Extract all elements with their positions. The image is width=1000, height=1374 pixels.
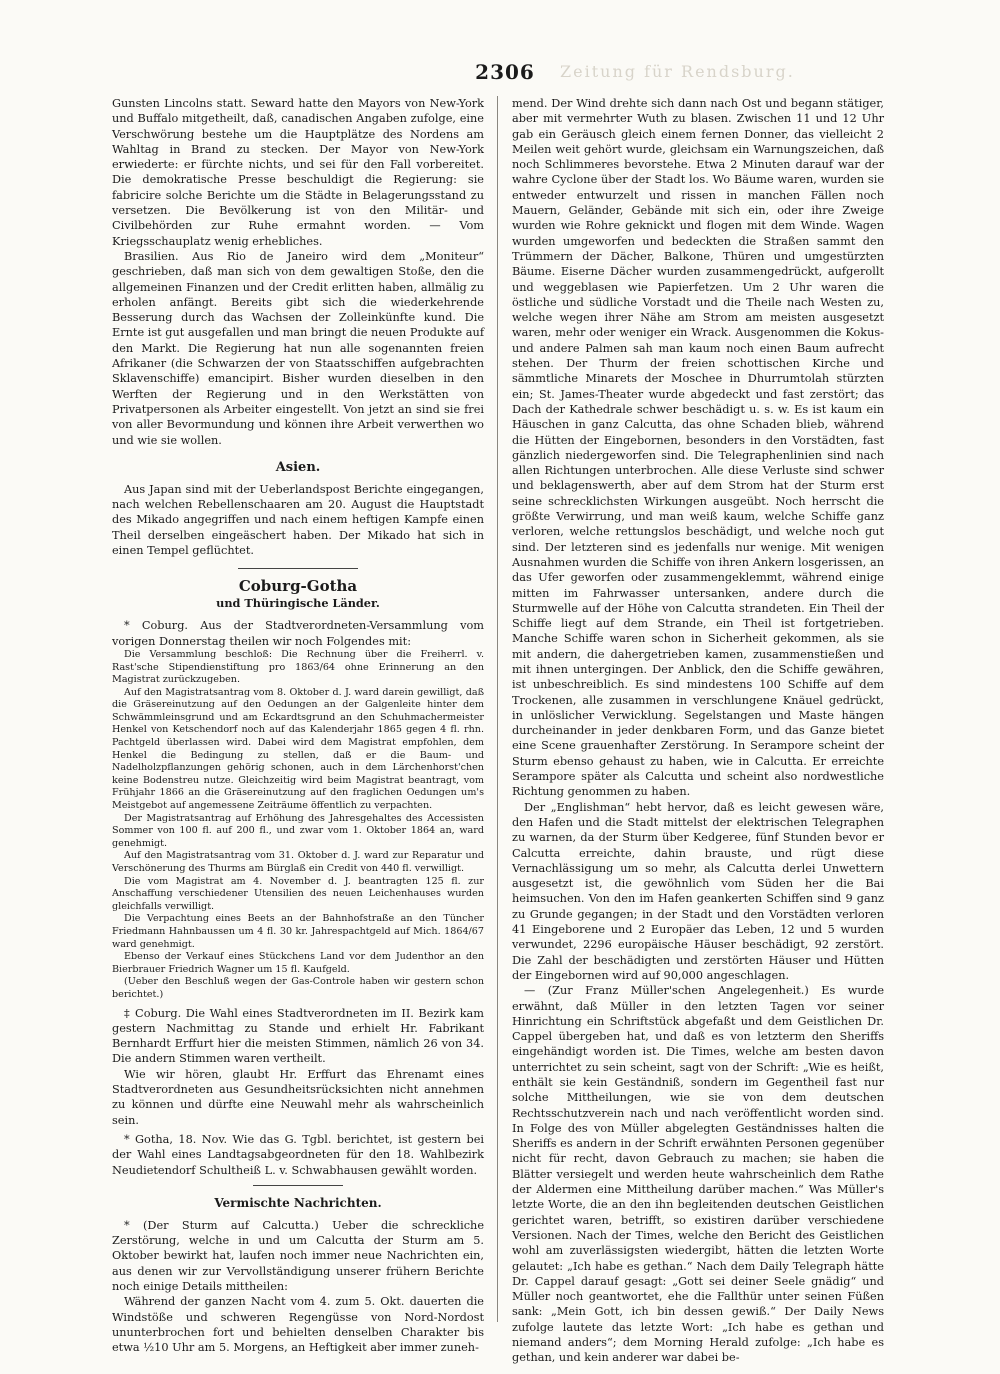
section-divider [238, 568, 358, 569]
resolution-item: Der Magistratsantrag auf Erhöhung des Jahresgehaltes des Accessisten Sommer von 100 fl. auf 200 fl., und zwar vom 1. Oktober 1864 an, ward genehmigt. [112, 812, 484, 849]
article-englishman: Der „Englishman“ hebt hervor, daß es leicht gewesen wäre, den Hafen und die Stadt mittelst der elektrischen Telegraphen zu warnen, da der Sturm über Kedgeree, fünf Stunden bevor er Calcutta erreichte, dahin brauste, und rügt diese Vernachlässigung um so mehr, als Calcutta derlei Unwettern ausgesetzt ist, die gewöhnlich vom Süden her die Bai heimsuchen. Von den im Hafen geankerten Schiffen sind 9 ganz zu Grunde gegangen; in der Stadt und den Vorstädten verloren 41 Eingeborene und 2 Europäer das Leben, 12 und 5 wurden verwundet, 2296 europäische Häuser beschädigt, 92 zerstört. Die Zahl der beschädigten und zerstörten Häuser und Hütten der Eingebornen wird auf 90,000 angeschlagen. [512, 800, 884, 982]
article-usa-continued: Gunsten Lincolns statt. Seward hatte den Mayors von New-York und Buffalo mitgetheilt, daß, canadischen Angaben zufolge, eine Verschwörung bestehe um die Hauptplätze des Nordens am Wahltag in Brand zu stecken. Der Mayor von New-York erwiederte: er fürchte nichts, und sei für den Fall vorbereitet. Die demokratische Presse beschuldigt die Regierung: sie fabricire solche Berichte um die Städte in Belagerungsstand zu versetzen. Die Bevölkerung ist von den Militär- und Civilbehörden zur Ruhe ermahnt worden. — Vom Kriegsschauplatz wenig erhebliches. [112, 97, 484, 248]
column-divider [497, 96, 498, 1322]
resolution-note: (Ueber den Beschluß wegen der Gas-Controle haben wir gestern schon berichtet.) [112, 976, 484, 1000]
resolution-item: Auf den Magistratsantrag vom 31. Oktober d. J. ward zur Reparatur und Verschönerung des Thurms am Bürglaß ein Credit von 440 fl. verwilligt. [112, 850, 484, 874]
section-heading-coburg-gotha: Coburg-Gotha [238, 577, 358, 596]
resolution-item: Die vom Magistrat am 4. November d. J. beantragten 125 fl. zur Anschaffung verschiedener Utensilien des neuen Leichenhauses wurden gleichfalls verwilligt. [112, 875, 484, 912]
resolution-item: Die Verpachtung eines Beets an der Bahnhofstraße an den Tüncher Friedmann Hahnbaussen um 4 fl. 30 kr. Jahrespachtgeld auf Mich. 1864/67 ward genehmigt. [112, 913, 484, 950]
article-brasilien: Brasilien. Aus Rio de Janeiro wird dem „Moniteur“ geschrieben, daß man sich von dem gewaltigen Stoße, den die allgemeinen Finanzen und der Credit erlitten haben, allmälig zu erholen anfängt. Bereits gibt sich die wiederkehrende Besserung durch das Wachsen der Zolleinkünfte kund. Die Ernte ist gut ausgefallen und man bringt die neuen Produkte auf den Markt. Die Regierung hat nun alle sogenannten freien Afrikaner (die Schwarzen der von Staatsschiffen aufgebrachten Sklavenschiffe) emancipirt. Bisher wurden dieselben in den Werften der Regierung und in den Werkstätten von Privatpersonen als Arbeiter eingestellt. Von jetzt an sind sie frei von aller Bevormundung und können ihre Arbeit verwerthen wo und wie sie wollen. [112, 249, 484, 447]
article-coburg-wahl: ‡ Coburg. Die Wahl eines Stadtverordneten im II. Bezirk kam gestern Nachmittag zu Stande und erhielt Hr. Fabrikant Bernhardt Erffurt hier die meisten Stimmen, nämlich 26 von 34. Die andern Stimmen waren vertheilt. [112, 1006, 484, 1066]
article-sturm-calcutta-continued: mend. Der Wind drehte sich dann nach Ost und begann stätiger, aber mit vermehrter Wuth zu blasen. Zwischen 11 und 12 Uhr gab ein Geräusch gleich einem fernen Donner, das vielleicht 2 Meilen weit gehört wurde, gleichsam ein Warnungszeichen, daß noch Schlimmeres bevorstehe. Etwa 2 Minuten darauf war der wahre Cyclone über der Stadt los. Wo Bäume waren, wurden sie entweder entwurzelt und rissen in manchen Fällen noch Mauern, Geländer, Gebände mit sich ein, oder ihre Zweige wurden wie Rohre geknickt und flogen mit dem Winde. Wagen wurden umgeworfen und bedeckten die Straßen sammt den Trümmern der Dächer, Balkone, Thüren und umgestürzten Bäume. Eiserne Dächer wurden zusammengedrückt, aufgerollt und weggeblasen wie Papierfetzen. Um 2 Uhr waren die östliche und südliche Vorstadt und die Theile nach Westen zu, welche wegen ihrer Nähe am Strom am meisten ausgesetzt waren, mehr oder weniger ein Wrack. Ausgenommen die Kokus- und andere Palmen sah man kaum noch einen Baum aufrecht stehen. Der Thurm der freien schottischen Kirche und sämmtliche Minarets der Moschee in Dhurrumtolah stürzten ein; St. James-Theater wurde abgedeckt und fast zerstört; das Dach der Kathedrale schwer beschädigt u. s. w. Es ist kaum ein Häuschen in ganz Calcutta, das ohne Schaden blieb, während die Hütten der Eingebornen, besonders in den Vorstädten, fast gänzlich niedergeworfen sind. Die Telegraphenlinien sind nach allen Richtungen unterbrochen. Alle diese Verluste sind schwer und beklagenswerth, aber auf dem Strom hat der Sturm erst seine schrecklichsten Wirkungen ausgeübt. Noch herrscht die größte Verwirrung, und man weiß kaum, welche Schiffe ganz verloren, welche rettungslos beschädigt, und welche noch gut sind. Der letzteren sind es jedenfalls nur wenige. Mit wenigen Ausnahmen wurden die Schiffe von ihren Ankern losgerissen, an das Ufer geworfen oder zusammengeklemmt, während einige mitten im Fahrwasser untersanken, andere durch die Sturmwelle auf der Höhe von Calcutta strandeten. Ein Theil der Schiffe liegt auf dem Strande, ein Theil ist fortgetrieben. Manche Schiffe waren schon in Sicherheit gekommen, als sie mit andern, die dahergetrieben kamen, zusammenstießen und mit ihnen untergingen. Der Anblick, den die Schiffe gewähren, ist unbeschreiblich. Es sind mindestens 100 Schiffe auf dem Trockenen, alle zusammen in verschlungene Knäuel gedrückt, in unlöslicher Verwicklung. Segelstangen und Maste hängen durcheinander in jeder denkbaren Form, und das Ganze bietet eine Scene grauenhafter Zerstörung. In Serampore scheint der Sturm ebenso gehaust zu haben, wie in Calcutta. Er erreichte Serampore später als Calcutta und scheint also nordwestliche Richtung genommen zu haben. [512, 97, 884, 799]
left-column [112, 96, 484, 1355]
section-heading-vermischte: Vermischte Nachrichten. [214, 1195, 382, 1210]
right-column [512, 96, 884, 1365]
article-japan: Aus Japan sind mit der Ueberlandspost Berichte eingegangen, nach welchen Rebellenschaaren am 20. August die Hauptstadt des Mikado angegriffen und nach einem heftigen Kampfe einen Theil derselben eingeäschert haben. Der Mikado hat sich in einen Tempel geflüchtet. [112, 482, 484, 558]
article-coburg-stadtverordnete: * Coburg. Aus der Stadtverordneten-Versammlung vom vorigen Donnerstag theilen wir noch Folgendes mit: [112, 619, 484, 648]
article-sturm-calcutta-cont: Während der ganzen Nacht vom 4. zum 5. Okt. dauerten die Windstöße und schweren Regengüsse von Nord-Nordost ununterbrochen fort und behielten denselben Charakter bis etwa ½10 Uhr am 5. Morgens, an Heftigkeit aber immer zuneh- [112, 1295, 484, 1355]
article-sturm-calcutta: * (Der Sturm auf Calcutta.) Ueber die schreckliche Zerstörung, welche in und um Calcutta der Sturm am 5. Oktober bewirkt hat, laufen noch immer neue Nachrichten ein, aus denen wir zur Vervollständigung unserer frühern Berichte noch einige Details mittheilen: [112, 1218, 484, 1293]
article-coburg-erffurt: Wie wir hören, glaubt Hr. Erffurt das Ehrenamt eines Stadtverordneten aus Gesundheitsrücksichten nicht annehmen zu können und dürfte eine Neuwahl mehr als wahrscheinlich sein. [112, 1067, 484, 1127]
page-number: 2306 [475, 60, 535, 84]
article-gotha: * Gotha, 18. Nov. Wie das G. Tgbl. berichtet, ist gestern bei der Wahl eines Landtagsabgeordneten für den 18. Wahlbezirk Neudietendorf Schultheiß L. v. Schwabhausen gewählt worden. [112, 1132, 484, 1177]
article-franz-mueller: — (Zur Franz Müller'schen Angelegenheit.) Es wurde erwähnt, daß Müller in den letzten Tagen vor seiner Hinrichtung ein Schriftstück abgefaßt und dem Geistlichen Dr. Cappel übergeben hat, und daß es von letzterm den Sheriffs eingehändigt worden ist. Die Times, welche am besten davon unterrichtet zu sein scheint, sagt von der Schrift: „Wie es heißt, enthält sie kein Geständniß, sondern im Gegentheil fast nur solche Mittheilungen, wie sie von dem deutschen Rechtsschutzverein nach und nach veröffentlicht worden sind. In Folge des von Müller abgelegten Geständnisses halten die Sheriffs es andern in der Schrift erwähnten Personen gegenüber nicht für recht, davon Gebrauch zu machen; sie haben die Blätter versiegelt und werden heute wahrscheinlich dem Rathe der Aldermen eine Mittheilung darüber machen.“ Was Müller's letzte Worte, die an den ihn begleitenden deutschen Geistlichen gerichtet waren, betrifft, so existiren darüber verschiedene Versionen. Nach der Times, welche den Bericht des Geistlichen wohl am zuverlässigsten wiedergibt, hätten die letzten Worte gelautet: „Ich habe es gethan.“ Nach dem Daily Telegraph hätte Dr. Cappel darauf gesagt: „Gott sei deiner Seele gnädig“ und Müller noch geantwortet, ehe die Fallthür unter seinen Füßen sank: „Mein Gott, ich bin dessen gewiß.“ Der Daily News zufolge lautete das letzte Wort: „Ich habe es gethan und niemand anders“; dem Morning Herald zufolge: „Ich habe es gethan, und kein anderer war dabei be- [512, 984, 884, 1365]
resolution-item: Ebenso der Verkauf eines Stückchens Land vor dem Judenthor an den Bierbrauer Friedrich Wagner um 15 fl. Kaufgeld. [112, 951, 484, 975]
resolution-item: Die Versammlung beschloß: Die Rechnung über die Freiherrl. v. Rast'sche Stipendienstiftung pro 1863/64 ohne Erinnerung an den Magistrat zurückzugeben. [112, 648, 484, 686]
bleed-through-text: Zeitung für Rendsburg. [560, 62, 795, 81]
resolution-item: Auf den Magistratsantrag vom 8. Oktober d. J. ward darein gewilligt, daß die Gräsereinutzung auf den Oedungen an der Galgenleite hinter dem Schwämmleinsgrund und am Eckardtsgrund an den Schuhmachermeister Henkel von Ketschendorf noch auf das Kalenderjahr 1865 gegen 4 fl. rhn. Pachtgeld überlassen wird. Dabei wird dem Magistrat empfohlen, dem Henkel die Bedingung zu stellen, daß er die Baum- und Nadelholzpflanzungen gehörig schonen, auch in dem Lärchenhorst'chen keine Bodenstreu nutze. Gleichzeitig wird beim Magistrat beantragt, vom Frühjahr 1866 an die Gräsereinutzung auf den fraglichen Oedungen um's Meistgebot auf angemessene Zeiträume öffentlich zu verpachten. [112, 686, 484, 812]
section-subheading-thueringen: und Thüringische Länder. [216, 596, 380, 611]
section-divider [253, 1185, 343, 1186]
section-heading-asien: Asien. [275, 459, 321, 475]
